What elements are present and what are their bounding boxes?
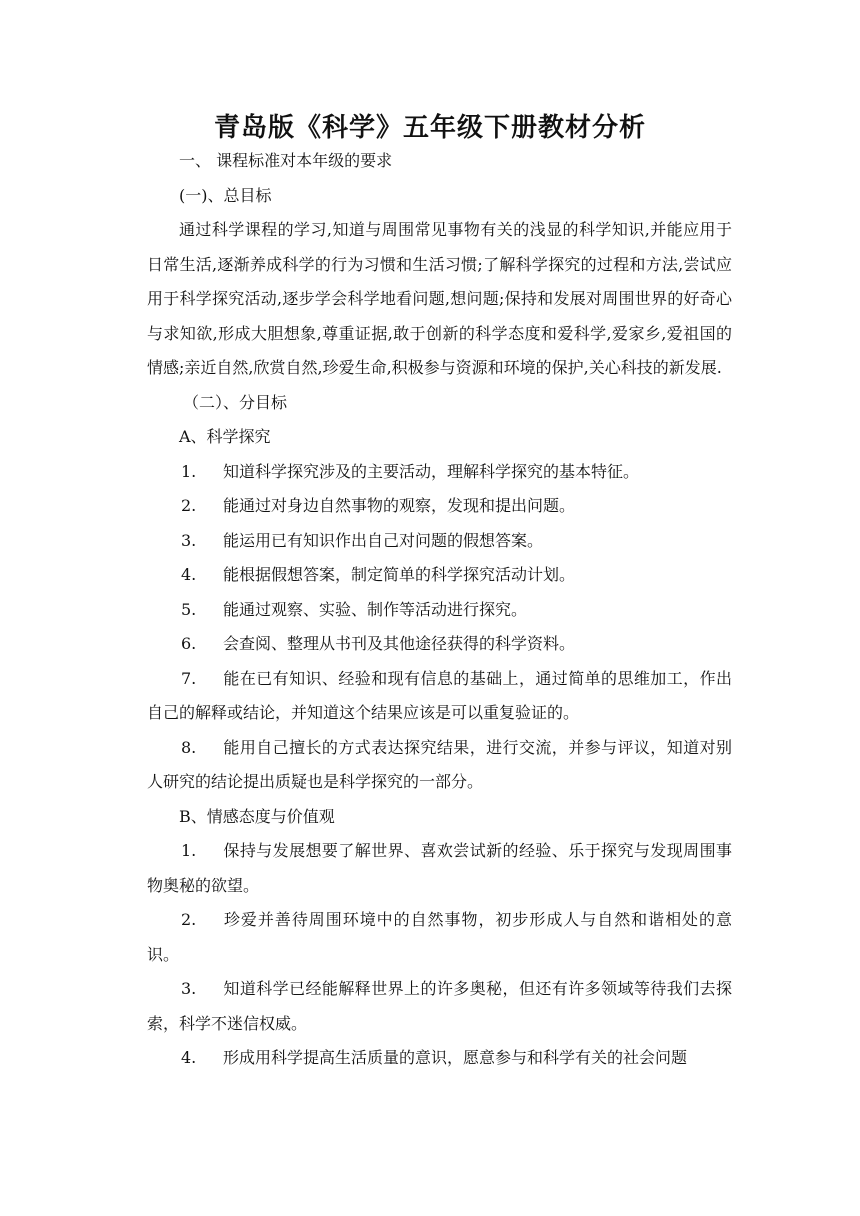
list-item-text: 会查阅、整理从书刊及其他途径获得的科学资料。 [223,634,576,653]
section-heading: 一、 课程标准对本年级的要求 [179,151,393,170]
list-item [147,834,732,903]
list-item-text: 能通过对身边自然事物的观察，发现和提出问题。 [223,496,576,515]
list-item [147,593,732,628]
list-item-text: 知道科学已经能解释世界上的许多奥秘，但还有许多领域等待我们去探索，科学不迷信权威。 [147,979,732,1033]
list-item [147,662,732,731]
subsection-heading-sub-goals: （二）、分目标 [183,392,288,412]
document-body [147,144,732,1076]
list-item-text: 知道科学探究涉及的主要活动，理解科学探究的基本特征。 [223,461,640,481]
list-item [147,1041,732,1076]
list-item [147,489,732,524]
list-item-text: 珍爱并善待周围环境中的自然事物，初步形成人与自然和谐相处的意识。 [147,910,732,964]
general-goals-paragraph: 通过科学课程的学习,知道与周围常见事物有关的浅显的科学知识,并能应用于日常生活,逐渐养成科学的行为习惯和生活习惯;了解科学探究的过程和方法,尝试应用于科学探究活动,逐步学会科学地看问题,想问题;保持和发展对周围世界的好奇心与求知欲,形成大胆想象,尊重证据,敢于创新的科学态度和爱科学,爱家乡,爱祖国的情感;亲近自然,欣赏自然,珍爱生命,积极参与资源和环境的保护,关心科技的新发展. [147,220,732,377]
list-item-number: 2. [181,910,197,929]
list-item-number: 8. [181,737,197,757]
list-item-number: 4. [181,1048,197,1067]
list-item-number: 5. [181,599,197,619]
list-item-number: 1. [181,461,197,481]
list-item-text: 能根据假想答案，制定简单的科学探究活动计划。 [223,565,576,584]
list-item-text: 保持与发展想要了解世界、喜欢尝试新的经验、乐于探究与发现周围事物奥秘的欲望。 [147,841,732,895]
list-item-number: 6. [181,634,197,653]
part-a-list [147,455,732,800]
subsection-heading-general-goals: (一)、总目标 [179,185,272,205]
list-item [147,972,732,1041]
list-item [147,731,732,800]
list-item [147,558,732,593]
list-item [147,455,732,490]
part-b-list [147,834,732,1076]
list-item [147,627,732,662]
list-item-number: 7. [181,668,197,688]
document-title: 青岛版《科学》五年级下册教材分析 [213,113,646,143]
list-item-number: 4. [181,565,197,584]
list-item-text: 能运用已有知识作出自己对问题的假想答案。 [223,530,544,550]
list-item-text: 能通过观察、实验、制作等活动进行探究。 [223,599,528,619]
list-item-text: 能在已有知识、经验和现有信息的基础上，通过简单的思维加工，作出自己的解释或结论，并知道这个结果应该是可以重复验证的。 [147,668,732,722]
part-b-heading: B、情感态度与价值观 [179,806,335,826]
list-item-number: 3. [181,530,197,550]
list-item [147,903,732,972]
list-item-text: 能用自己擅长的方式表达探究结果，进行交流，并参与评议，知道对别人研究的结论提出质疑也是科学探究的一部分。 [147,737,732,791]
list-item-number: 2. [181,496,197,515]
list-item-number: 1. [181,841,197,860]
list-item-number: 3. [181,979,197,998]
list-item-text: 形成用科学提高生活质量的意识，愿意参与和科学有关的社会问题 [223,1048,688,1067]
list-item [147,524,732,559]
part-a-heading: A、科学探究 [179,427,271,446]
